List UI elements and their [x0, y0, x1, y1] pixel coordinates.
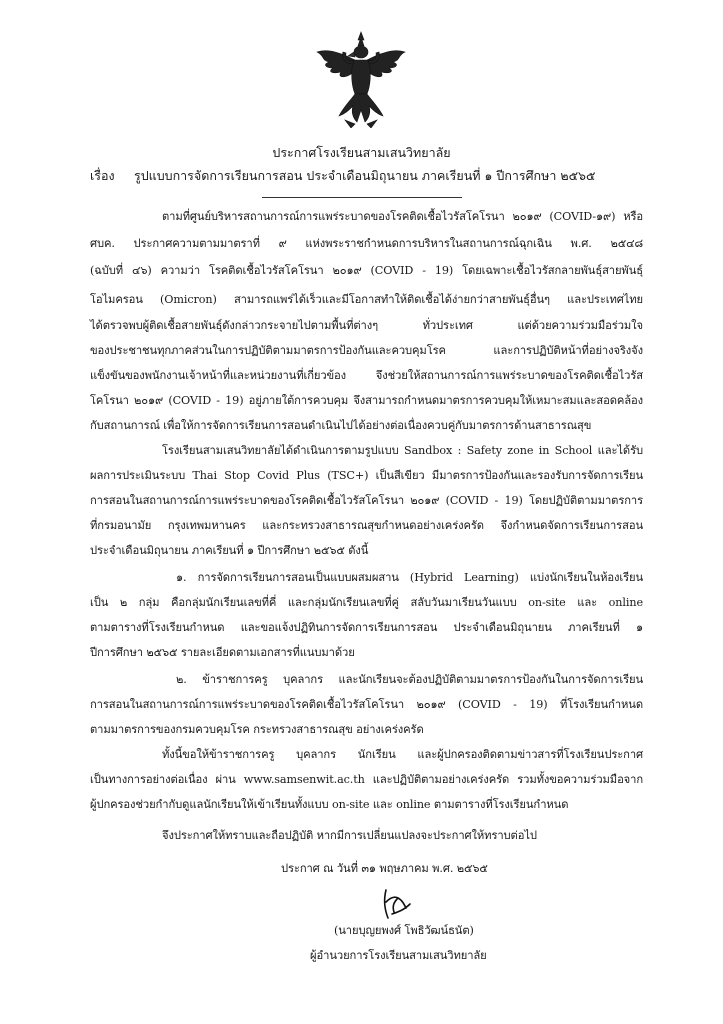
body-line-12: การสอนในสถานการณ์การแพร่ระบาดของโรคติดเชื้อไวรัสโคโรนา ๒๐๑๙ (COVID - 19) โดยปฏิบัติตามมาตรการ — [90, 494, 643, 507]
subject-line — [90, 168, 595, 184]
body-line-11: ผลการประเมินระบบ Thai Stop Covid Plus (TSC+) เป็นสีเขียว มีมาตรการป้องกันและรองรับการจัดการเรียน — [90, 469, 643, 482]
body-line-5: ได้ตรวจพบผู้ติดเชื้อสายพันธุ์ดังกล่าวกระจายไปตามพื้นที่ต่างๆ ทั่วประเทศ แต่ด้วยความร่วมมือร่วมใจ — [90, 319, 643, 332]
item-1-line-2: เป็น ๒ กลุ่ม คือกลุ่มนักเรียนเลขที่คี่ และกลุ่มนักเรียนเลขที่คู่ สลับวันมาเรียนวันแบบ on-site และ online — [90, 596, 643, 609]
announcement-title: ประกาศโรงเรียนสามเสนวิทยาลัย — [272, 145, 451, 160]
body-line-7: แข็งขันของพนักงานเจ้าหน้าที่และหน่วยงานที่เกี่ยวข้อง จึงช่วยให้สถานการณ์การแพร่ระบาดของโรคติดเชื้อไวรัส — [90, 369, 643, 382]
body-line-13: ที่กรมอนามัย กรุงเทพมหานคร และกระทรวงสาธารณสุขกำหนดอย่างเคร่งครัด จึงกำหนดจัดการเรียนการสอน — [90, 519, 643, 532]
garuda-emblem-icon — [315, 30, 407, 128]
body-line-2: ศบค. ประกาศความตามมาตราที่ ๙ แห่งพระราชกำหนดการบริหารในสถานการณ์ฉุกเฉิน พ.ศ. ๒๕๔๘ — [90, 237, 643, 250]
title-divider — [262, 197, 462, 198]
closing-line-1: ทั้งนี้ขอให้ข้าราชการครู บุคลากร นักเรียน และผู้ปกครองติดตามข่าวสารที่โรงเรียนประกาศ — [162, 748, 643, 761]
item-1-line-3: ตามตารางที่โรงเรียนกำหนด และขอแจ้งปฏิทินการจัดการเรียนการสอน ประจำเดือนมิถุนายน ภาคเรียนที่ ๑ — [90, 621, 643, 634]
body-line-8: โคโรนา ๒๐๑๙ (COVID - 19) อยู่ภายใต้การควบคุม จึงสามารถกำหนดมาตรการควบคุมให้เหมาะสมและสอดคล้อง — [90, 394, 643, 407]
subject-text: รูปแบบการจัดการเรียนการสอน ประจำเดือนมิถุนายน ภาคเรียนที่ ๑ ปีการศึกษา ๒๕๖๕ — [134, 168, 596, 183]
item-1-line-4: ปีการศึกษา ๒๕๖๕ รายละเอียดตามเอกสารที่แนบมาด้วย — [90, 646, 355, 659]
item-2-line-2: การสอนในสถานการณ์การแพร่ระบาดของโรคติดเชื้อไวรัสโคโรนา ๒๐๑๙ (COVID - 19) ที่โรงเรียนกำหนด — [90, 698, 643, 711]
item-2-line-3: ตามมาตรการของกรมควบคุมโรค กระทรวงสาธารณสุข อย่างเคร่งครัด — [90, 723, 424, 736]
announcement-statement: จึงประกาศให้ทราบและถือปฏิบัติ หากมีการเปลี่ยนแปลงจะประกาศให้ทราบต่อไป — [162, 829, 537, 842]
body-line-6: ของประชาชนทุกภาคส่วนในการปฏิบัติตามมาตรการป้องกันและควบคุมโรค และการปฏิบัติหน้าที่อย่างจริงจัง — [90, 344, 643, 357]
body-line-10: โรงเรียนสามเสนวิทยาลัยได้ดำเนินการตามรูปแบบ Sandbox : Safety zone in School และได้รับ — [162, 444, 643, 457]
announced-date: ประกาศ ณ วันที่ ๓๑ พฤษภาคม พ.ศ. ๒๕๖๕ — [281, 862, 488, 875]
body-line-9: กับสถานการณ์ เพื่อให้การจัดการเรียนการสอนดำเนินไปได้อย่างต่อเนื่องควบคู่กับมาตรการด้านสาธารณสุข — [90, 419, 592, 432]
body-line-14: ประจำเดือนมิถุนายน ภาคเรียนที่ ๑ ปีการศึกษา ๒๕๖๕ ดังนี้ — [90, 544, 369, 557]
closing-line-2: เป็นทางการอย่างต่อเนื่อง ผ่าน www.samsenwit.ac.th และปฏิบัติตามอย่างเคร่งครัด รวมทั้งขอความร่วมมือจาก — [90, 773, 643, 786]
item-2-line-1: ๒. ข้าราชการครู บุคลากร และนักเรียนจะต้องปฏิบัติตามมาตรการป้องกันในการจัดการเรียน — [176, 673, 643, 686]
signer-name: (นายบุญยพงศ์ โพธิวัฒน์ธนัต) — [334, 924, 474, 937]
signer-position: ผู้อำนวยการโรงเรียนสามเสนวิทยาลัย — [310, 949, 487, 962]
subject-label: เรื่อง — [90, 168, 115, 183]
closing-line-3: ผู้ปกครองช่วยกำกับดูแลนักเรียนให้เข้าเรียนทั้งแบบ on-site และ online ตามตารางที่โรงเรียนกำหนด — [90, 798, 569, 811]
handwritten-signature-icon — [376, 884, 416, 924]
item-1-line-1: ๑. การจัดการเรียนการสอนเป็นแบบผสมผสาน (Hybrid Learning) แบ่งนักเรียนในห้องเรียน — [176, 571, 643, 584]
body-line-4: โอไมครอน (Omicron) สามารถแพร่ได้เร็วและมีโอกาสทำให้ติดเชื้อได้ง่ายกว่าสายพันธุ์อื่นๆ และประเทศไทย — [90, 293, 643, 306]
body-line-3: (ฉบับที่ ๔๖) ความว่า โรคติดเชื้อไวรัสโคโรนา ๒๐๑๙ (COVID - 19) โดยเฉพาะเชื้อไวรัสกลายพันธุ์สายพันธุ์ — [90, 264, 643, 277]
body-line-1: ตามที่ศูนย์บริหารสถานการณ์การแพร่ระบาดของโรคติดเชื้อไวรัสโคโรนา ๒๐๑๙ (COVID-๑๙) หรือ — [162, 210, 643, 223]
